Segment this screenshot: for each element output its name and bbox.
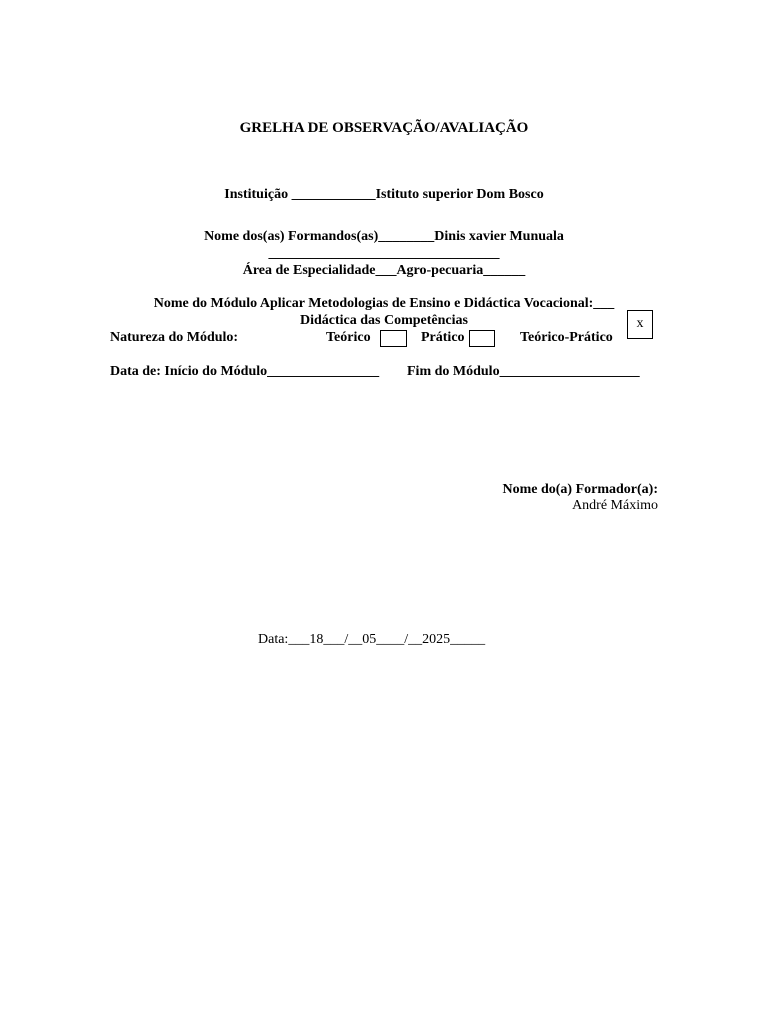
natureza-option-teorico-label: Teórico: [326, 330, 371, 345]
natureza-option-teorico-checkbox[interactable]: [380, 330, 407, 347]
data-final: Data:___18___/__05____/__2025_____: [258, 632, 486, 647]
instituicao-line: Instituição ____________Istituto superior Dom Bosco: [224, 187, 544, 202]
modulo-line-2: Didáctica das Competências: [300, 313, 468, 328]
natureza-option-teorico-pratico-label: Teórico-Prático: [520, 330, 613, 345]
formandos-line: Nome dos(as) Formandos(as)________Dinis xavier Munuala: [204, 229, 564, 244]
data-fim-modulo: Fim do Módulo____________________: [407, 364, 640, 379]
natureza-option-pratico-label: Prático: [421, 330, 465, 345]
formador-label: Nome do(a) Formador(a):: [502, 482, 658, 497]
check-mark-x-icon: x: [636, 316, 644, 331]
modulo-line-1: Nome do Módulo Aplicar Metodologias de Ensino e Didáctica Vocacional:___: [153, 296, 615, 311]
page-title: GRELHA DE OBSERVAÇÃO/AVALIAÇÃO: [239, 120, 529, 136]
natureza-option-pratico-checkbox[interactable]: [469, 330, 495, 347]
formador-name: André Máximo: [572, 498, 658, 513]
data-inicio-modulo: Data de: Início do Módulo________________: [110, 364, 380, 379]
natureza-option-teorico-pratico-checkbox[interactable]: [627, 310, 653, 339]
formandos-underline: _________________________________: [268, 246, 500, 261]
natureza-label: Natureza do Módulo:: [110, 330, 239, 345]
area-line: Área de Especialidade___Agro-pecuaria______: [242, 263, 526, 278]
